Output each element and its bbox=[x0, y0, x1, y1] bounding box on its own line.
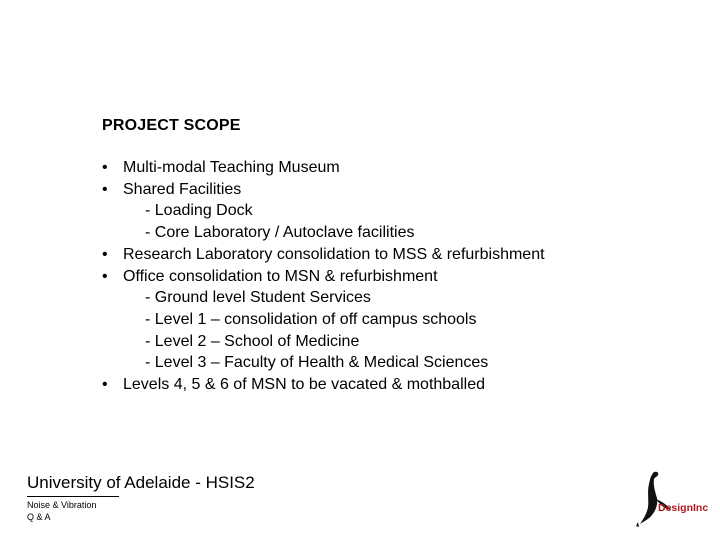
list-subitem: - Loading Dock bbox=[145, 202, 253, 220]
list-item: • Shared Facilities bbox=[101, 179, 701, 201]
bird-silhouette-icon bbox=[627, 466, 715, 530]
list-item: • Office consolidation to MSN & refurbishment bbox=[101, 266, 701, 288]
list-item: • Multi-modal Teaching Museum bbox=[101, 157, 701, 179]
logo-text: DesignInc bbox=[658, 502, 709, 514]
list-subitem: - Core Laboratory / Autoclave facilities bbox=[145, 224, 415, 242]
footer-title: University of Adelaide - HSIS2 bbox=[27, 473, 255, 492]
list-subitem: - Level 1 – consolidation of off campus schools bbox=[145, 310, 477, 328]
scope-list bbox=[101, 157, 701, 396]
list-subitem: - Level 3 – Faculty of Health & Medical Sciences bbox=[145, 354, 489, 372]
footer-line: Noise & Vibration bbox=[27, 500, 97, 510]
footer-subtitle bbox=[27, 500, 96, 523]
list-subitem: - Ground level Student Services bbox=[145, 289, 371, 307]
list-item: • Research Laboratory consolidation to MSS & refurbishment bbox=[101, 244, 701, 266]
footer-line: Q & A bbox=[27, 511, 51, 522]
page-title: PROJECT SCOPE bbox=[102, 117, 241, 134]
footer-divider bbox=[27, 496, 119, 497]
list-item: • Levels 4, 5 & 6 of MSN to be vacated & mothballed bbox=[101, 374, 701, 396]
list-subitem: - Level 2 – School of Medicine bbox=[145, 332, 360, 350]
